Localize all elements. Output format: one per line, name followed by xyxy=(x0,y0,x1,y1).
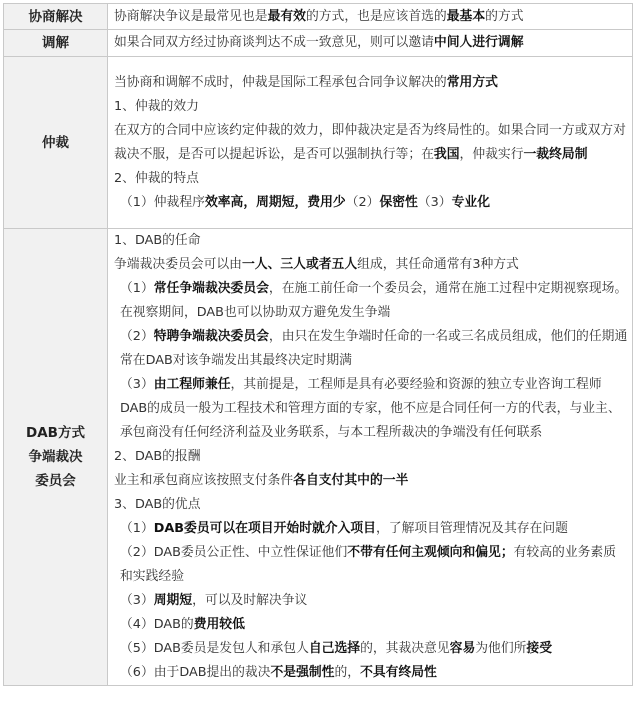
row-label: 仲裁 xyxy=(4,57,108,229)
emphasis-text: 由工程师兼任 xyxy=(153,377,231,392)
row-label: 协商解决 xyxy=(4,4,108,30)
body-text: （1） xyxy=(120,281,154,296)
content-paragraph xyxy=(114,191,628,215)
body-text: 的，其裁决意见 xyxy=(360,641,450,656)
body-text: 的方式 xyxy=(485,8,524,24)
content-paragraph xyxy=(114,517,628,541)
body-text: 3、DAB的优点 xyxy=(114,497,201,512)
body-text: 组成，其任命通常有3种方式 xyxy=(357,257,519,272)
body-text: （3） xyxy=(417,194,452,210)
row-content xyxy=(108,229,633,686)
row-label xyxy=(4,229,108,686)
content-paragraph xyxy=(114,31,628,55)
body-text: 有较高的业务素质和实践经验 xyxy=(120,545,616,584)
content-paragraph xyxy=(114,119,628,167)
body-text: 2、DAB的报酬 xyxy=(114,449,201,464)
body-text: 业主和承包商应该按照支付条件 xyxy=(114,473,294,488)
body-text: ，在施工前任命一个委员会，通常在施工过程中定期视察现场。在视察期间，DAB也可以协助双方避免发生争端 xyxy=(120,281,628,320)
body-text: 为他们所 xyxy=(475,641,527,656)
body-text: （2） xyxy=(120,329,154,344)
content-paragraph xyxy=(114,493,628,517)
emphasis-text: 不带有任何主观倾向和偏见； xyxy=(347,545,514,560)
row-label-line: 委员会 xyxy=(35,473,76,489)
row-label-line: DAB方式 xyxy=(26,425,85,441)
row-label: 调解 xyxy=(4,30,108,57)
emphasis-text: 容易 xyxy=(449,641,476,656)
emphasis-text: 特聘争端裁决委员会 xyxy=(153,329,269,344)
emphasis-text: DAB委员可以在项目开始时就介入项目 xyxy=(153,521,376,536)
body-text: （1）仲裁程序 xyxy=(120,194,205,210)
body-text: （5）DAB委员是发包人和承包人 xyxy=(120,641,309,656)
emphasis-text: 一人、三人或者五人 xyxy=(241,257,358,272)
body-text: （3） xyxy=(120,593,154,608)
content-paragraph xyxy=(114,253,628,277)
content-paragraph xyxy=(114,325,628,373)
row-content xyxy=(108,30,633,57)
content-paragraph xyxy=(114,637,628,661)
body-text: 在双方的合同中应该约定仲裁的效力，即仲裁决定是否为终局性的。如果合同一方或双方对裁决不服，是否可以提起诉讼，是否可以强制执行等；在 xyxy=(114,122,626,162)
emphasis-text: 自己选择 xyxy=(308,641,361,656)
body-text: （2）DAB委员公正性、中立性保证他们 xyxy=(120,545,348,560)
emphasis-text: 最有效 xyxy=(267,8,306,24)
emphasis-text: 专业化 xyxy=(451,194,490,210)
body-text: ，可以及时解决争议 xyxy=(192,593,308,608)
content-paragraph xyxy=(114,95,628,119)
body-text: （4）DAB的 xyxy=(120,617,194,632)
emphasis-text: 保密性 xyxy=(379,194,418,210)
emphasis-text: 中间人进行调解 xyxy=(433,35,524,50)
emphasis-text: 各自支付其中的一半 xyxy=(293,473,409,488)
table-row xyxy=(4,4,633,30)
content-paragraph xyxy=(114,373,628,445)
dispute-resolution-table xyxy=(3,3,633,686)
body-text: ，由只在发生争端时任命的一名或三名成员组成，他们的任期通常在DAB对该争端发出其最终决定时期满 xyxy=(120,329,628,368)
row-content xyxy=(108,57,633,229)
emphasis-text: 周期短 xyxy=(153,593,193,608)
body-text: （3） xyxy=(120,377,154,392)
content-paragraph xyxy=(114,229,628,253)
content-paragraph xyxy=(114,445,628,469)
table-row xyxy=(4,57,633,229)
emphasis-text: 接受 xyxy=(526,641,553,656)
content-paragraph xyxy=(114,71,628,95)
table-body xyxy=(4,4,633,686)
emphasis-text: 常用方式 xyxy=(446,74,498,90)
content-paragraph xyxy=(114,661,628,685)
content-paragraph xyxy=(114,613,628,637)
content-paragraph xyxy=(114,541,628,589)
emphasis-text: 不具有终局性 xyxy=(360,665,437,680)
content-paragraph xyxy=(114,167,628,191)
body-text: 如果合同双方经过协商谈判达不成一致意见，则可以邀请 xyxy=(114,35,434,50)
emphasis-text: 最基本 xyxy=(446,8,486,24)
content-paragraph xyxy=(114,589,628,613)
body-text: 争端裁决委员会可以由 xyxy=(114,257,242,272)
body-text: （6）由于DAB提出的裁决 xyxy=(120,665,271,680)
body-text: ，其前提是，工程师是具有必要经验和资源的独立专业咨询工程师DAB的成员一般为工程技术和管理方面的专家，他不应是合同任何一方的代表，与业主、承包商没有任何经济利益及业务联系，与本工程所裁决的争端没有任何联系 xyxy=(120,377,621,440)
body-text: 2、仲裁的特点 xyxy=(114,170,199,186)
body-text: （2） xyxy=(345,194,380,210)
content-paragraph xyxy=(114,277,628,325)
body-text: 当协商和调解不成时，仲裁是国际工程承包合同争议解决的 xyxy=(114,74,447,90)
body-text: ，仲裁实行 xyxy=(459,146,524,162)
emphasis-text: 不是强制性 xyxy=(270,665,335,680)
emphasis-text: 效率高，周期短，费用少 xyxy=(204,194,346,210)
body-text: 的方式，也是应该首选的 xyxy=(305,8,447,24)
row-label-line: 争端裁决 xyxy=(28,449,83,465)
body-text: ，了解项目管理情况及其存在问题 xyxy=(375,521,568,536)
emphasis-text: 费用较低 xyxy=(193,617,245,632)
body-text: （1） xyxy=(120,521,154,536)
emphasis-text: 常任争端裁决委员会 xyxy=(153,281,269,296)
body-text: 1、仲裁的效力 xyxy=(114,98,199,114)
body-text: 的， xyxy=(334,665,361,680)
content-paragraph xyxy=(114,469,628,493)
emphasis-text: 我国 xyxy=(433,146,460,162)
table-row xyxy=(4,30,633,57)
body-text: 协商解决争议是最常见也是 xyxy=(114,8,268,24)
content-paragraph xyxy=(114,5,628,29)
body-text: 1、DAB的任命 xyxy=(114,233,201,248)
table-row xyxy=(4,229,633,686)
emphasis-text: 一裁终局制 xyxy=(523,146,588,162)
row-content xyxy=(108,4,633,30)
